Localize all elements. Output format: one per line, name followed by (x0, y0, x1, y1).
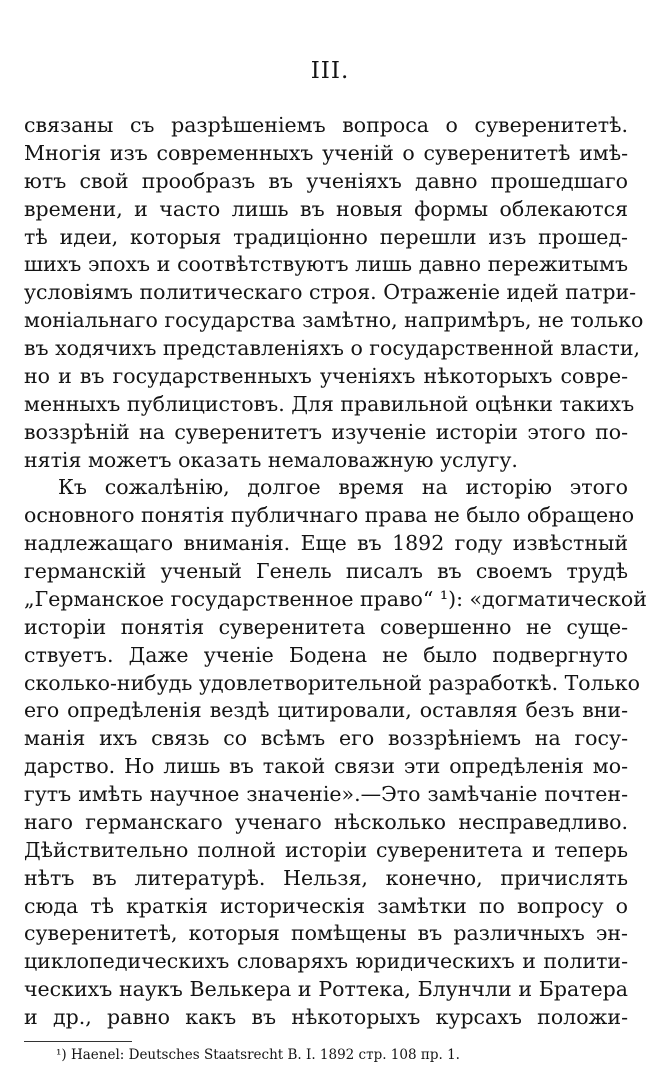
text-line: гутъ имѣть научное значеніе».—Это замѣчаніе почтен- (24, 782, 628, 807)
footnote: ¹) Haenel: Deutsches Staatsrecht B. I. 1892 стр. 108 пр. 1. (56, 1047, 460, 1063)
footnote-rule (24, 1041, 132, 1042)
text-line: ческихъ наукъ Велькера и Роттека, Блунчли и Братера (24, 977, 628, 1002)
text-line: дарство. Но лишь въ такой связи эти опредѣленія мо- (24, 754, 628, 779)
text-line: Дѣйствительно полной исторіи суверенитета и теперь (24, 837, 628, 862)
text-line: германскій ученый Генель писалъ въ своемъ трудѣ (24, 559, 628, 584)
text-line: Къ сожалѣнію, долгое время на исторію этого (58, 475, 628, 500)
text-line: манія ихъ связь со всѣмъ его воззрѣніемъ на госу- (24, 726, 628, 751)
text-line: нятія можетъ оказать немаловажную услугу. (24, 447, 518, 472)
text-line: но и въ государственныхъ ученіяхъ нѣкоторыхъ совре- (24, 363, 628, 388)
text-line: ствуетъ. Даже ученіе Бодена не было подвергнуто (24, 642, 628, 667)
text-line: надлежащаго вниманія. Еще въ 1892 году извѣстный (24, 531, 628, 556)
text-line: воззрѣній на суверенитетъ изученіе исторіи этого по- (24, 419, 628, 444)
text-line: наго германскаго ученаго нѣсколько несправедливо. (24, 809, 628, 834)
text-line: тѣ идеи, которыя традиціонно перешли изъ прошед- (24, 224, 628, 249)
text-line: и др., равно какъ въ нѣкоторыхъ курсахъ положи- (24, 1005, 628, 1030)
text-line: суверенитетѣ, которыя помѣщены въ различныхъ эн- (24, 921, 628, 946)
text-line: Многія изъ современныхъ ученій о суверенитетѣ имѣ- (24, 140, 628, 165)
text-line: сколько-нибудь удовлетворительной разработкѣ. Только (24, 670, 640, 695)
text-line: исторіи понятія суверенитета совершенно не суще- (24, 614, 628, 639)
text-line: „Германское государственное право“ ¹): «догматической (24, 586, 647, 611)
text-line: основного понятія публичнаго права не было обращено (24, 503, 635, 528)
text-line: его опредѣленія вездѣ цитировали, оставляя безъ вни- (24, 698, 628, 723)
text-line: условіямъ политическаго строя. Отраженіе идей патри- (24, 280, 637, 305)
text-line: въ ходячихъ представленіяхъ о государственной власти, (24, 336, 641, 361)
text-line: циклопедическихъ словаряхъ юридическихъ и полити- (24, 949, 628, 974)
text-line: моніальнаго государства замѣтно, напримѣръ, не только (24, 308, 644, 333)
text-line: менныхъ публицистовъ. Для правильной оцѣнки такихъ (24, 391, 635, 416)
text-line: ютъ свой прообразъ въ ученіяхъ давно прошедшаго (24, 168, 628, 193)
text-line: шихъ эпохъ и соотвѣтствуютъ лишь давно пережитымъ (24, 252, 628, 277)
text-line: сюда тѣ краткія историческія замѣтки по вопросу о (24, 893, 628, 918)
text-line: связаны съ разрѣшеніемъ вопроса о суверенитетѣ. (24, 113, 628, 137)
page-number: III. (310, 58, 350, 84)
text-line: времени, и часто лишь въ новыя формы облекаются (24, 196, 628, 221)
text-line: нѣтъ въ литературѣ. Нельзя, конечно, причислять (24, 865, 628, 890)
